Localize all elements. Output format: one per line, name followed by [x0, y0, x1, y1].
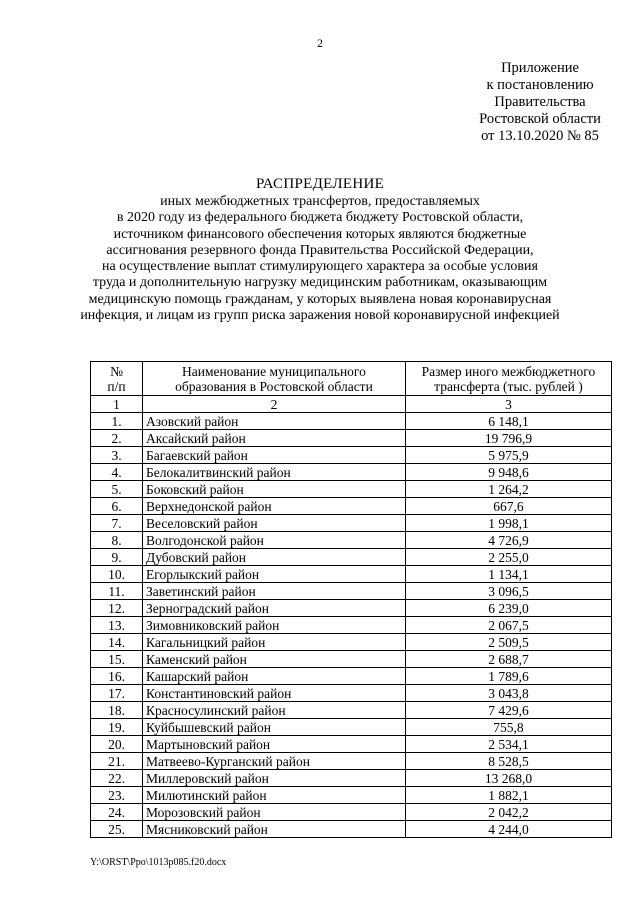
table-row — [91, 600, 612, 617]
row-num-cell: 17. — [91, 685, 143, 702]
row-num-cell: 6. — [91, 498, 143, 515]
table-row — [91, 549, 612, 566]
header-num-line2: п/п — [107, 378, 126, 394]
distribution-table — [90, 361, 612, 838]
table-row — [91, 668, 612, 685]
row-amount-cell: 8 528,5 — [405, 753, 611, 770]
row-name-cell: Зерноградский район — [143, 600, 406, 617]
row-num-cell: 20. — [91, 736, 143, 753]
row-amount-cell: 5 975,9 — [405, 447, 611, 464]
table-row — [91, 481, 612, 498]
row-name-cell: Матвеево-Курганский район — [143, 753, 406, 770]
header-name-line2: образования в Ростовской области — [175, 378, 373, 394]
header-amount-line1: Размер иного межбюджетного — [421, 363, 596, 379]
subtitle-line: инфекция, и лицам из групп риска заражения новой коронавирусной инфекцией — [80, 308, 560, 324]
table-row — [91, 464, 612, 481]
table-row — [91, 532, 612, 549]
row-name-cell: Морозовский район — [143, 804, 406, 821]
row-num-cell: 24. — [91, 804, 143, 821]
row-amount-cell: 1 998,1 — [405, 515, 611, 532]
row-name-cell: Куйбышевский район — [143, 719, 406, 736]
appendix-line: от 13.10.2020 № 85 — [481, 128, 599, 144]
row-num-cell: 15. — [91, 651, 143, 668]
row-name-cell: Мясниковский район — [143, 821, 406, 838]
document-title: РАСПРЕДЕЛЕНИЕ — [255, 176, 385, 192]
row-name-cell: Азовский район — [143, 413, 406, 430]
table-row — [91, 787, 612, 804]
row-name-cell: Заветинский район — [143, 583, 406, 600]
header-num-line1: № — [110, 363, 123, 379]
header-num — [91, 362, 143, 396]
row-num-cell: 18. — [91, 702, 143, 719]
row-amount-cell: 19 796,9 — [405, 430, 611, 447]
row-name-cell: Аксайский район — [143, 430, 406, 447]
table-row — [91, 753, 612, 770]
row-num-cell: 3. — [91, 447, 143, 464]
appendix-line: Ростовской области — [479, 111, 601, 127]
row-amount-cell: 2 534,1 — [405, 736, 611, 753]
appendix-line: Приложение — [501, 60, 579, 76]
row-amount-cell: 2 688,7 — [405, 651, 611, 668]
row-num-cell: 2. — [91, 430, 143, 447]
row-name-cell: Верхнедонской район — [143, 498, 406, 515]
row-amount-cell: 3 043,8 — [405, 685, 611, 702]
row-num-cell: 1. — [91, 413, 143, 430]
table-row — [91, 702, 612, 719]
row-num-cell: 4. — [91, 464, 143, 481]
document-subtitle — [0, 194, 640, 324]
row-num-cell: 5. — [91, 481, 143, 498]
table-row — [91, 804, 612, 821]
header-name — [143, 362, 406, 396]
row-num-cell: 16. — [91, 668, 143, 685]
table-row — [91, 566, 612, 583]
row-num-cell: 21. — [91, 753, 143, 770]
row-name-cell: Волгодонской район — [143, 532, 406, 549]
header-name-line1: Наименование муниципального — [182, 363, 366, 379]
subtitle-line: труда и дополнительную нагрузку медицинским работникам, оказывающим — [92, 275, 548, 291]
row-name-cell: Боковский район — [143, 481, 406, 498]
row-name-cell: Каменский район — [143, 651, 406, 668]
row-name-cell: Кагальницкий район — [143, 634, 406, 651]
row-amount-cell: 1 882,1 — [405, 787, 611, 804]
table-row — [91, 447, 612, 464]
row-name-cell: Константиновский район — [143, 685, 406, 702]
row-amount-cell: 2 067,5 — [405, 617, 611, 634]
header-amount-line2: трансферта (тыс. рублей ) — [434, 378, 583, 394]
row-num-cell: 23. — [91, 787, 143, 804]
row-num-cell: 8. — [91, 532, 143, 549]
row-num-cell: 7. — [91, 515, 143, 532]
file-path-footer: Y:\ORST\Ppo\1013p085.f20.docx — [90, 857, 227, 868]
appendix-line: к постановлению — [486, 77, 594, 93]
row-num-cell: 22. — [91, 770, 143, 787]
column-index-cell: 1 — [91, 396, 143, 413]
row-amount-cell: 1 789,6 — [405, 668, 611, 685]
row-num-cell: 9. — [91, 549, 143, 566]
row-num-cell: 11. — [91, 583, 143, 600]
column-index-row — [91, 396, 612, 413]
table-row — [91, 770, 612, 787]
row-name-cell: Зимовниковский район — [143, 617, 406, 634]
row-num-cell: 13. — [91, 617, 143, 634]
table-row — [91, 821, 612, 838]
row-amount-cell: 9 948,6 — [405, 464, 611, 481]
row-name-cell: Дубовский район — [143, 549, 406, 566]
row-amount-cell: 755,8 — [405, 719, 611, 736]
row-num-cell: 19. — [91, 719, 143, 736]
row-name-cell: Кашарский район — [143, 668, 406, 685]
column-index-cell: 3 — [405, 396, 611, 413]
appendix-block — [440, 60, 640, 145]
row-amount-cell: 7 429,6 — [405, 702, 611, 719]
table-row — [91, 498, 612, 515]
row-amount-cell: 3 096,5 — [405, 583, 611, 600]
table-row — [91, 583, 612, 600]
row-num-cell: 14. — [91, 634, 143, 651]
subtitle-line: на осуществление выплат стимулирующего характера за особые условия — [102, 259, 538, 275]
header-amount — [405, 362, 611, 396]
row-num-cell: 25. — [91, 821, 143, 838]
row-amount-cell: 2 509,5 — [405, 634, 611, 651]
row-amount-cell: 6 239,0 — [405, 600, 611, 617]
row-name-cell: Багаевский район — [143, 447, 406, 464]
row-amount-cell: 4 244,0 — [405, 821, 611, 838]
table-row — [91, 736, 612, 753]
row-name-cell: Егорлыкский район — [143, 566, 406, 583]
row-num-cell: 10. — [91, 566, 143, 583]
row-name-cell: Веселовский район — [143, 515, 406, 532]
row-amount-cell: 2 255,0 — [405, 549, 611, 566]
row-num-cell: 12. — [91, 600, 143, 617]
subtitle-line: источником финансового обеспечения которых являются бюджетные — [113, 226, 527, 242]
table-row — [91, 430, 612, 447]
row-name-cell: Белокалитвинский район — [143, 464, 406, 481]
subtitle-line: ассигнования резервного фонда Правительства Российской Федерации, — [106, 242, 534, 258]
row-name-cell: Миллеровский район — [143, 770, 406, 787]
page-number: 2 — [317, 36, 323, 50]
table-row — [91, 617, 612, 634]
table-row — [91, 651, 612, 668]
subtitle-line: иных межбюджетных трансфертов, предоставляемых — [160, 194, 480, 209]
table-header-row — [91, 362, 612, 396]
row-name-cell: Милютинский район — [143, 787, 406, 804]
row-amount-cell: 1 134,1 — [405, 566, 611, 583]
table-row — [91, 719, 612, 736]
row-name-cell: Красносулинский район — [143, 702, 406, 719]
appendix-line: Правительства — [494, 94, 586, 110]
row-amount-cell: 4 726,9 — [405, 532, 611, 549]
row-amount-cell: 2 042,2 — [405, 804, 611, 821]
table-row — [91, 634, 612, 651]
row-name-cell: Мартыновский район — [143, 736, 406, 753]
subtitle-line: в 2020 году из федерального бюджета бюджету Ростовской области, — [116, 210, 524, 226]
subtitle-line: медицинскую помощь гражданам, у которых выявлена новая коронавирусная — [88, 291, 552, 307]
table-row — [91, 413, 612, 430]
row-amount-cell: 6 148,1 — [405, 413, 611, 430]
row-amount-cell: 667,6 — [405, 498, 611, 515]
row-amount-cell: 1 264,2 — [405, 481, 611, 498]
row-amount-cell: 13 268,0 — [405, 770, 611, 787]
table-row — [91, 685, 612, 702]
column-index-cell: 2 — [143, 396, 406, 413]
table-row — [91, 515, 612, 532]
table-body — [91, 396, 612, 838]
